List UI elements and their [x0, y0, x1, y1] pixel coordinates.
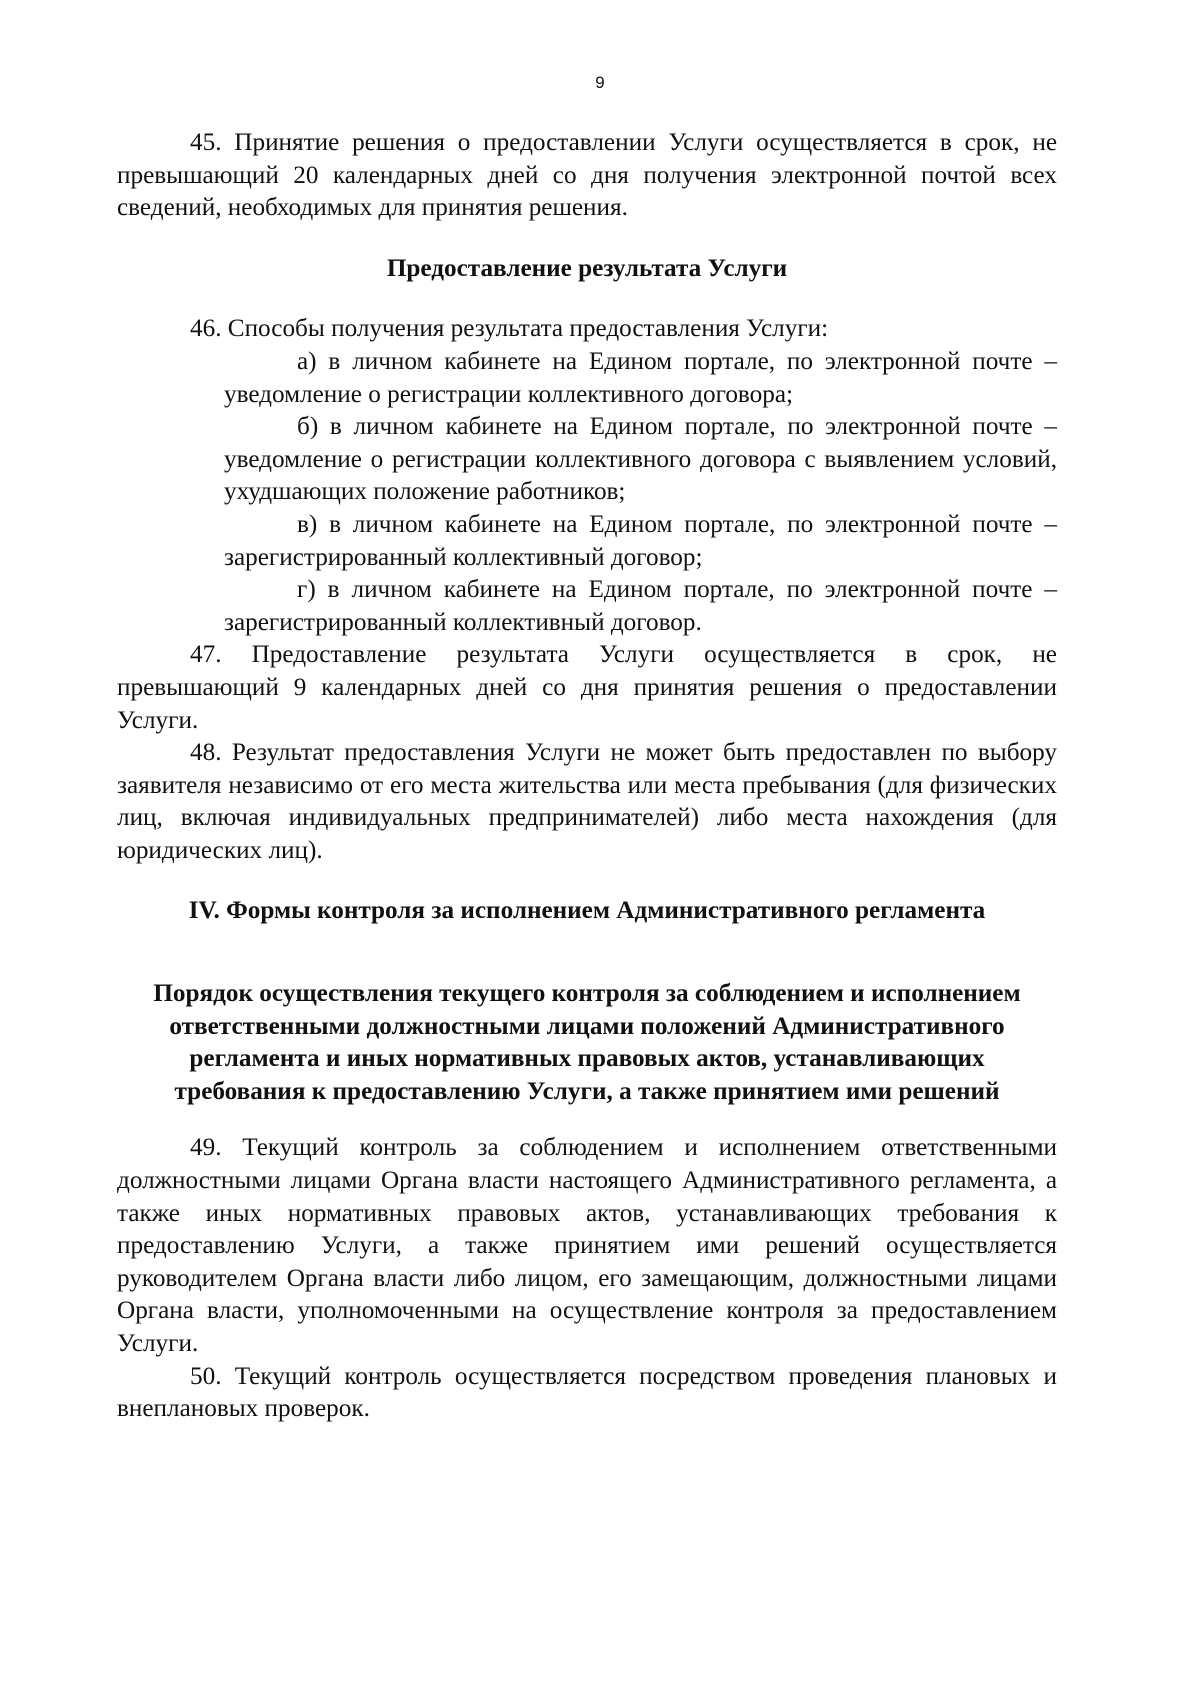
heading-current-control: Порядок осуществления текущего контроля за соблюдением и исполнением ответственными должностными лицами положений Административного регламента и иных нормативных правовых актов, устанавливающих требования к предоставлению Услуги, а также принятием ими решений	[153, 980, 1021, 1105]
heading-section-4: IV. Формы контроля за исполнением Административного регламента	[188, 897, 986, 925]
paragraph-46: 46. Способы получения результата предоставления Услуги:	[190, 315, 829, 343]
paragraph-47: 47. Предоставление результата Услуги осуществляется в срок, не превышающий 9 календарных дней со дня принятия решения о предоставлении Услуги.	[117, 641, 1057, 734]
heading-result-provision: Предоставление результата Услуги	[386, 254, 788, 282]
list-item-46g: г) в личном кабинете на Едином портале, по электронной почте – зарегистрированный коллективный договор.	[224, 576, 1057, 636]
paragraph-48: 48. Результат предоставления Услуги не может быть предоставлен по выбору заявителя независимо от его места жительства или места пребывания (для физических лиц, включая индивидуальных предпринимателей) либо места нахождения (для юридических лиц).	[117, 739, 1057, 864]
document-body	[117, 127, 1057, 1426]
page-number: 9	[595, 73, 605, 92]
list-item-46v: в) в личном кабинете на Едином портале, по электронной почте – зарегистрированный коллективный договор;	[224, 510, 1057, 571]
list-item-46a: а) в личном кабинете на Едином портале, по электронной почте – уведомление о регистрации коллективного договора;	[224, 347, 1057, 408]
paragraph-50: 50. Текущий контроль осуществляется посредством проведения плановых и внеплановых проверок.	[117, 1362, 1057, 1423]
paragraph-45: 45. Принятие решения о предоставлении Услуги осуществляется в срок, не превышающий 20 календарных дней со дня получения электронной почтой всех сведений, необходимых для принятия решения.	[117, 129, 1057, 222]
paragraph-49: 49. Текущий контроль за соблюдением и исполнением ответственными должностными лицами Органа власти настоящего Административного регламента, а также иных нормативных правовых актов, устанавливающих требования к предоставлению Услуги, а также принятием ими решений осуществляется руководителем Органа власти либо лицом, его замещающим, должностными лицами Органа власти, уполномоченными на осуществление контроля за предоставлением Услуги.	[117, 1134, 1057, 1357]
list-item-46b: б) в личном кабинете на Едином портале, по электронной почте – уведомление о регистрации коллективного договора с выявлением условий, ухудшающих положение работников;	[224, 413, 1057, 506]
